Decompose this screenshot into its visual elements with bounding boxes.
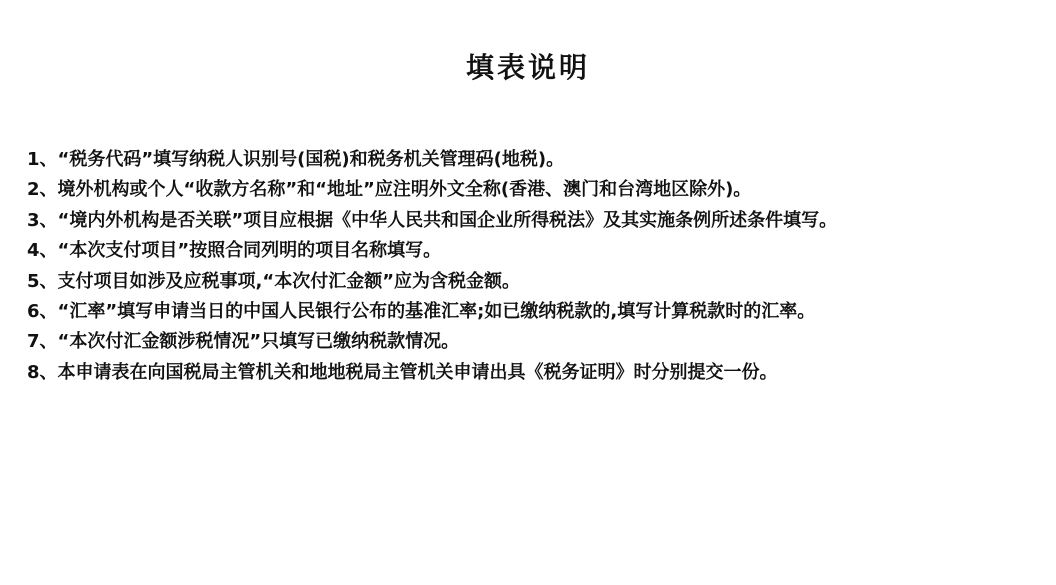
instruction-item-6: 6、“汇率”填写申请当日的中国人民银行公布的基准汇率;如已缴纳税款的,填写计算税款时的汇率。	[27, 300, 816, 322]
instruction-item-1: 1、“税务代码”填写纳税人识别号(国税)和税务机关管理码(地税)。	[27, 149, 565, 170]
instruction-list	[27, 145, 1047, 388]
instruction-item-3: 3、“境内外机构是否关联”项目应根据《中华人民共和国企业所得税法》及其实施条例所述条件填写。	[27, 209, 838, 231]
instruction-item-8: 8、本申请表在向国税局主管机关和地地税局主管机关申请出具《税务证明》时分别提交一份。	[27, 361, 778, 383]
instruction-item-5: 5、支付项目如涉及应税事项,“本次付汇金额”应为含税金额。	[27, 270, 521, 292]
instruction-item-2: 2、境外机构或个人“收款方名称”和“地址”应注明外文全称(香港、澳门和台湾地区除外)。	[27, 179, 752, 201]
instruction-item-7: 7、“本次付汇金额涉税情况”只填写已缴纳税款情况。	[27, 331, 460, 353]
instruction-item-4: 4、“本次支付项目”按照合同列明的项目名称填写。	[27, 240, 442, 262]
document-title: 填表说明	[465, 51, 590, 84]
